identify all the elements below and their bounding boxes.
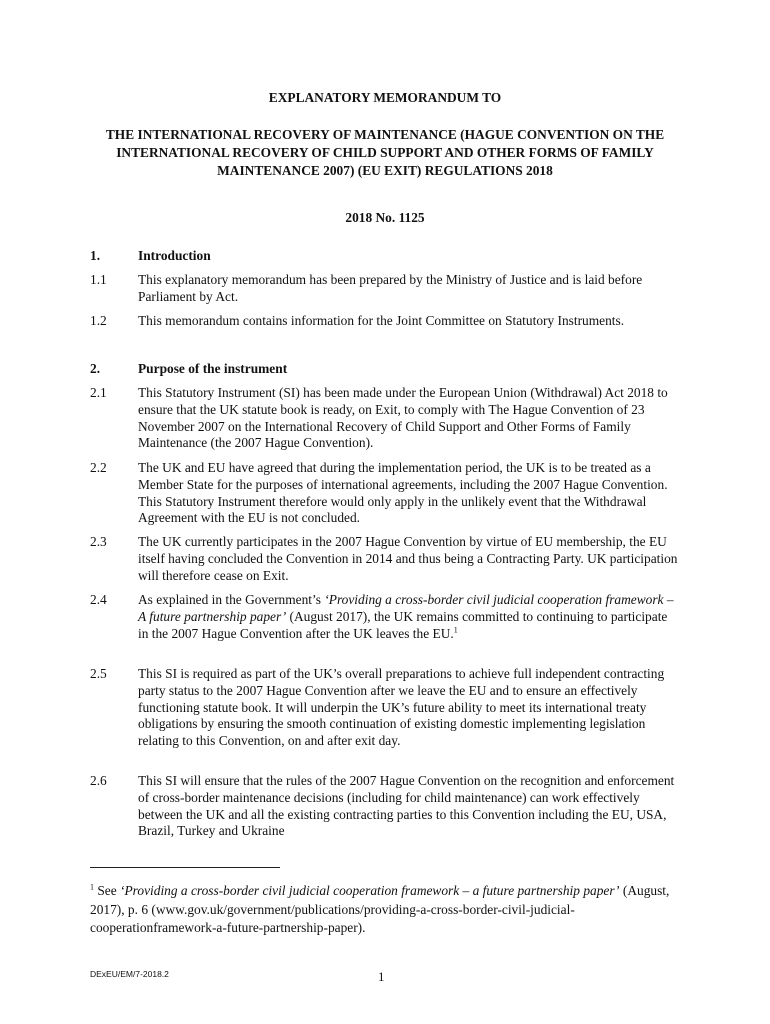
paragraph-text: This Statutory Instrument (SI) has been made under the European Union (Withdrawal) Act 2018 to ensure that the UK statute book is ready, on Exit, to comply with The Hague Convention of 23 November 2007 on the International Recovery of Child Support and Other Forms of Family Maintenance (the 2007 Hague Convention). bbox=[138, 385, 668, 451]
paragraph-number: 2.4 bbox=[90, 592, 107, 607]
paragraph-text: The UK currently participates in the 2007 Hague Convention by virtue of EU membership, the EU itself having concluded the Convention in 2014 and thus being a Contracting Party. UK participation will therefore cease on Exit. bbox=[138, 534, 678, 583]
section-heading-purpose bbox=[90, 360, 287, 378]
section-number: 2. bbox=[90, 361, 101, 376]
paragraph-1-2 bbox=[90, 313, 680, 330]
paragraph-text: As explained in the Government’s ‘Providing a cross-border civil judicial cooperation framework – A future partnership paper’ (August 2017), the UK remains committed to continuing to participate in the 2007 Hague Convention after the UK leaves the EU.$^1$ bbox=[138, 592, 674, 641]
paragraph-number: 2.3 bbox=[90, 534, 107, 549]
paragraph-2-3 bbox=[90, 534, 680, 584]
section-heading-introduction bbox=[90, 247, 211, 265]
paragraph-2-4 bbox=[90, 592, 680, 642]
section-title: Introduction bbox=[138, 248, 211, 263]
paragraph-text: This SI is required as part of the UK’s overall preparations to achieve full independent contracting party status to the 2007 Hague Convention after we leave the EU and to ensure an effectively functioning statute book. It will underpin the UK’s future ability to meet its international treaty obligations by ensuring the smooth continuation of existing domestic implementing legislation relating to this Convention, on and after exit day. bbox=[138, 666, 665, 749]
paragraph-2-6 bbox=[90, 773, 680, 840]
footnote-italic-title: ‘Providing a cross-border civil judicial cooperation framework – a future partnership paper’ bbox=[120, 883, 620, 898]
paragraph-number: 2.2 bbox=[90, 460, 107, 475]
paragraph-number: 2.6 bbox=[90, 773, 107, 788]
document-reference: DExEU/EM/7-2018.2 bbox=[90, 969, 169, 979]
page-number: 1 bbox=[378, 969, 385, 984]
footnote-reference[interactable]: 1 bbox=[453, 625, 458, 635]
paper-title-italic: ‘Providing a cross-border civil judicial cooperation framework – A future partnership paper’ bbox=[138, 592, 674, 624]
paragraph-number: 1.1 bbox=[90, 272, 107, 287]
instrument-title: THE INTERNATIONAL RECOVERY OF MAINTENANCE (HAGUE CONVENTION ON THE INTERNATIONAL RECOVERY OF CHILD SUPPORT AND OTHER FORMS OF FAMILY MAINTENANCE 2007) (EU EXIT) REGULATIONS 2018 bbox=[105, 127, 665, 178]
paragraph-number: 2.1 bbox=[90, 385, 107, 400]
paragraph-2-5 bbox=[90, 666, 680, 750]
paragraph-2-1 bbox=[90, 385, 680, 452]
footnote-divider bbox=[90, 867, 280, 868]
footnote-marker: 1 bbox=[90, 882, 94, 892]
paragraph-text: This SI will ensure that the rules of the 2007 Hague Convention on the recognition and enforcement of cross-border maintenance decisions (including for child maintenance) can work effectively between the UK and all the existing contracting parties to this Convention including the EU, USA, Brazil, Turkey and Ukraine bbox=[138, 773, 675, 839]
paragraph-text: The UK and EU have agreed that during the implementation period, the UK is to be treated as a Member State for the purposes of international agreements, including the 2007 Hague Convention. This Statutory Instrument therefore would only apply in the unlikely event that the Withdrawal Agreement with the EU is not concluded. bbox=[138, 460, 668, 526]
paragraph-number: 2.5 bbox=[90, 666, 107, 681]
instrument-number: 2018 No. 1125 bbox=[345, 210, 425, 225]
footnote-url-text: (August, 2017), p. 6 (www.gov.uk/government/publications/providing-a-cross-border-civil-judicial-cooperationframework-a-future-partnership-paper). bbox=[90, 883, 670, 935]
memorandum-title: EXPLANATORY MEMORANDUM TO bbox=[268, 90, 502, 105]
paragraph-text: This explanatory memorandum has been prepared by the Ministry of Justice and is laid before Parliament by Act. bbox=[138, 272, 643, 304]
section-number: 1. bbox=[90, 248, 101, 263]
footnote: $^1$ See ‘Providing a cross-border civil judicial cooperation framework – a future partnership paper’ (August, 2017), p. 6 (www.gov.uk/government/publications/providing-a-cross-border-civil-judicial-cooperationframework-a-future-partnership-paper). bbox=[90, 882, 670, 935]
paragraph-number: 1.2 bbox=[90, 313, 107, 328]
paragraph-1-1 bbox=[90, 272, 680, 306]
section-title: Purpose of the instrument bbox=[138, 361, 288, 376]
paragraph-text: This memorandum contains information for the Joint Committee on Statutory Instruments. bbox=[138, 313, 625, 328]
paragraph-2-2 bbox=[90, 460, 680, 527]
